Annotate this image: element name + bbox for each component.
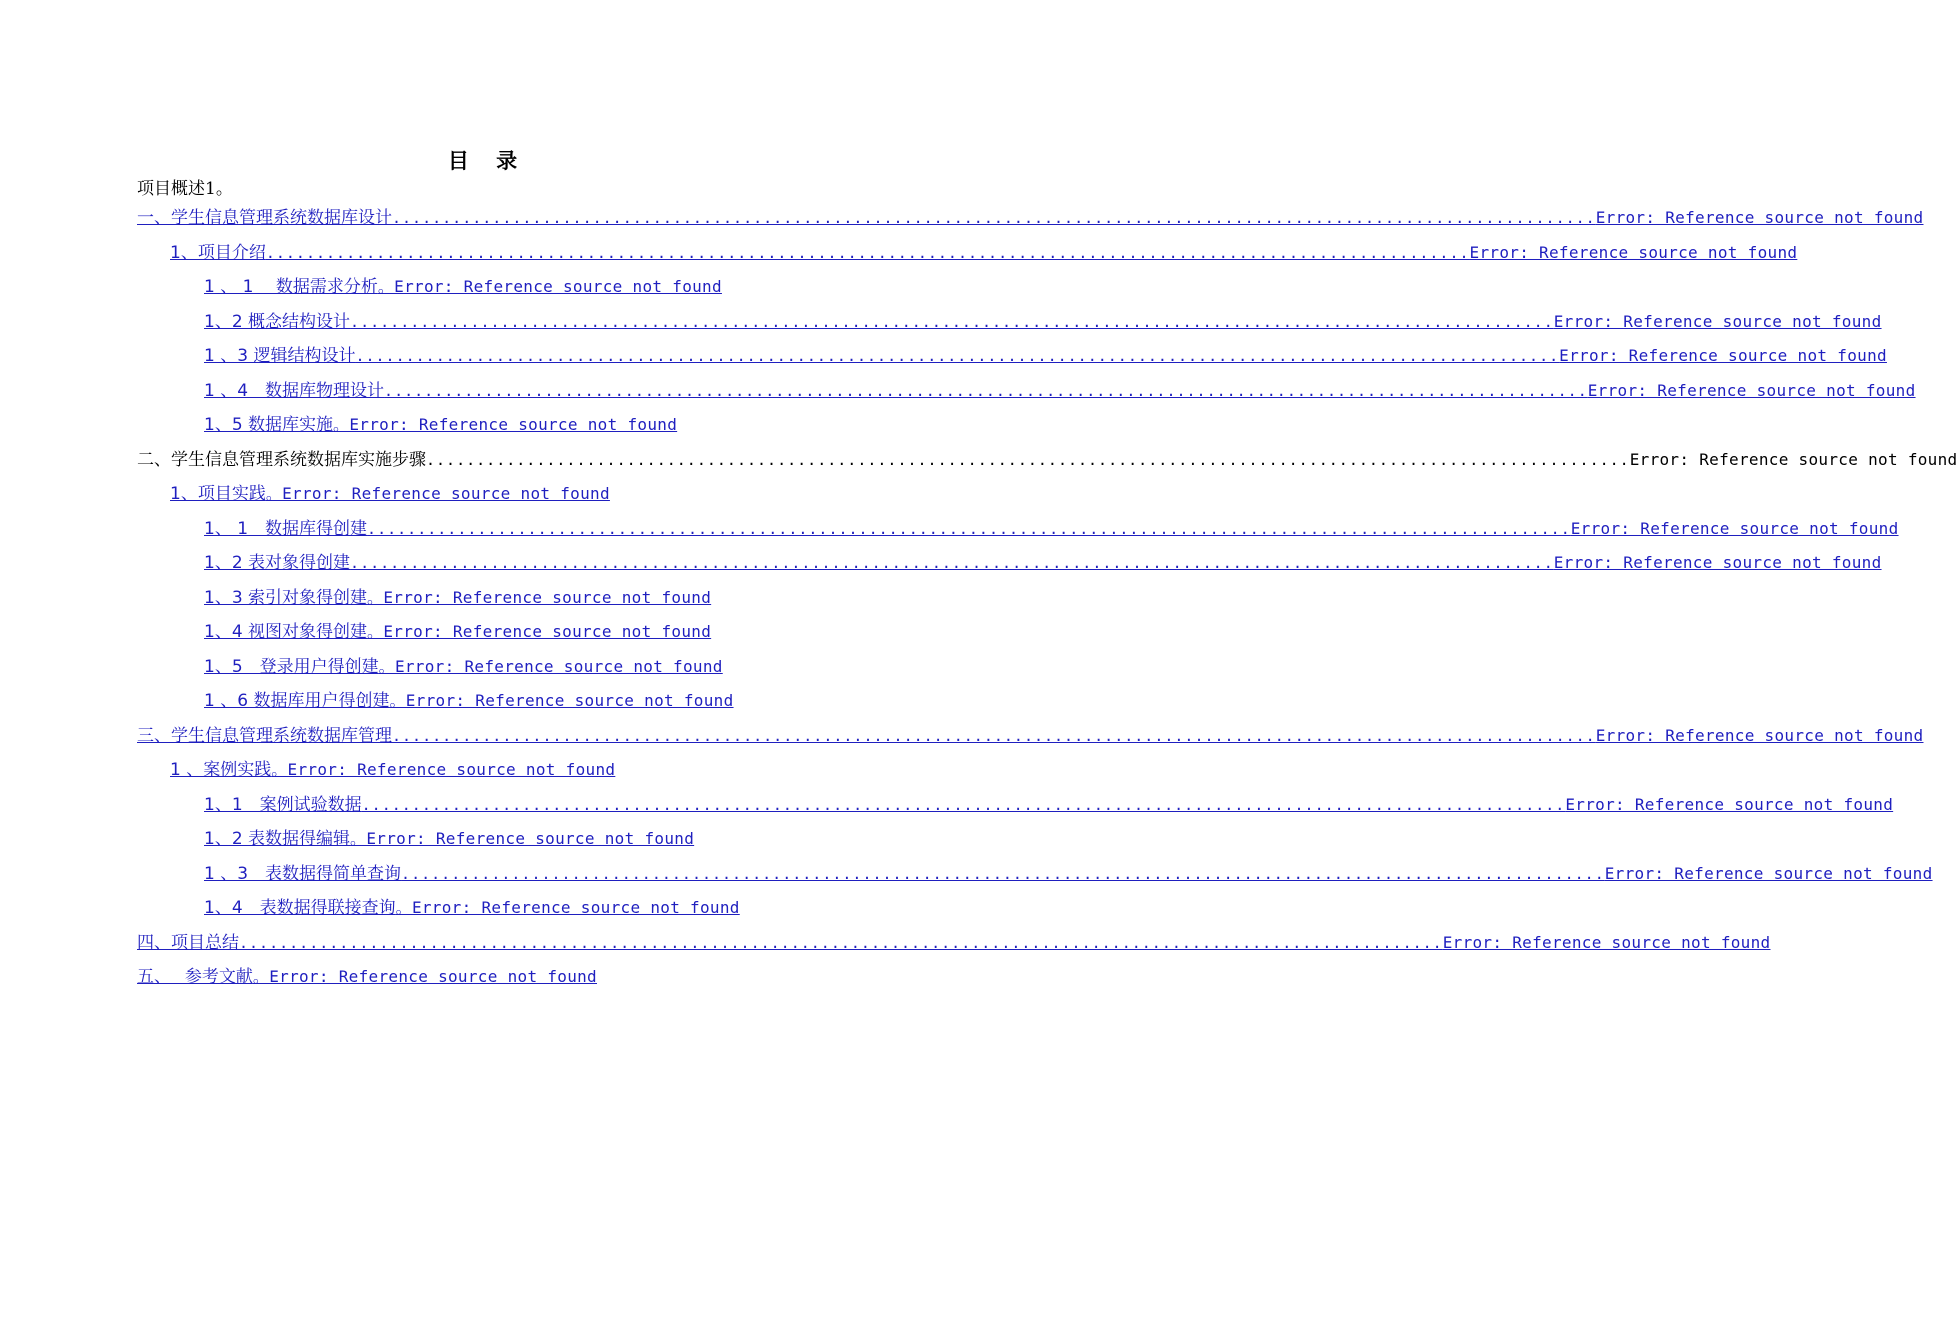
toc-entry-page-ref: 。Error: Reference source not found [333,415,678,434]
toc-entry-page-ref: Error: Reference source not found [1595,725,1924,745]
toc-entry-page-ref: 。Error: Reference source not found [389,691,734,710]
toc-entry-page-ref: 。Error: Reference source not found [350,829,695,848]
toc-leader-dots: ........................................................................................................................ [392,209,1596,227]
toc-entry[interactable] [170,238,1798,266]
toc-leader-dots: ........................................................................................................................ [350,554,1554,572]
toc-entry-page-ref: Error: Reference source not found [1442,932,1771,952]
toc-entry-label: 四、项目总结 [137,932,239,953]
toc-entry-label: 1、4 视图对象得创建 [204,622,368,642]
toc-entry-label: 1、2 表数据得编辑 [204,829,351,849]
toc-entry[interactable] [204,376,1916,404]
toc-leader-dots: ........................................................................................................................ [367,519,1571,538]
toc-entry-page-ref: 。Error: Reference source not found [378,656,723,676]
toc-entry-label: 1、3 索引对象得创建 [204,587,368,608]
toc-entry[interactable] [137,721,1924,749]
toc-entry[interactable] [204,790,1894,818]
toc-entry[interactable] [204,272,722,300]
toc-entry-page-ref: 。Error: Reference source not found [377,277,722,296]
toc-entry-page-ref: Error: Reference source not found [1604,863,1933,883]
toc-entry-label: 1 、 1 数据需求分析 [204,277,378,297]
toc-leader-dots: ........................................................................................................................ [350,312,1554,331]
toc-entry-page-ref: Error: Reference source not found [1595,208,1924,227]
toc-entry [137,445,1958,473]
toc-entry-label: 1 、案例实践 [170,760,272,780]
toc-entry-page-ref: 。Error: Reference source not found [271,760,616,779]
toc-leader-dots: ........................................................................................................................ [384,381,1588,400]
toc-leader-dots: ........................................................................................................................ [426,450,1630,469]
toc-intro: 项目概述1。 [137,179,233,199]
toc-entry[interactable] [204,652,723,680]
toc-entry-page-ref: Error: Reference source not found [1553,553,1882,572]
toc-entry-label: 三、学生信息管理系统数据库管理 [137,725,392,746]
toc-leader-dots: ........................................................................................................................ [355,347,1560,365]
toc-entry-label: 1 、3 表数据得简单查询 [204,863,402,884]
toc-entry-label: 1、项目实践 [170,484,266,504]
toc-entry[interactable] [170,479,610,507]
toc-entry-page-ref: 。Error: Reference source not found [367,622,712,641]
toc-entry[interactable] [170,755,615,783]
toc-entry-page-ref: 。Error: Reference source not found [367,587,712,607]
toc-entry-page-ref: Error: Reference source not found [1565,794,1894,814]
toc-entry[interactable] [204,307,1882,335]
toc-entry[interactable] [204,583,711,611]
toc-entry-page-ref: Error: Reference source not found [1553,311,1882,331]
toc-entry[interactable] [204,514,1899,542]
toc-entry-label: 五、 参考文献 [137,967,253,987]
toc-entry[interactable] [204,410,677,438]
toc-entry[interactable] [137,928,1771,956]
toc-entry-label: 1、1 案例试验数据 [204,794,362,815]
toc-entry-page-ref: Error: Reference source not found [1469,242,1798,262]
toc-entry-label: 二、学生信息管理系统数据库实施步骤 [137,449,426,470]
toc-entry[interactable] [204,824,694,852]
toc-entry[interactable] [137,203,1924,231]
toc-entry-label: 1 、3 逻辑结构设计 [204,346,356,366]
toc-entry-page-ref: 。Error: Reference source not found [265,484,610,503]
toc-entry-label: 1、5 登录用户得创建 [204,656,379,677]
toc-entry-label: 一、学生信息管理系统数据库设计 [137,208,392,228]
toc-entry-label: 1、5 数据库实施 [204,415,334,435]
toc-entry[interactable] [204,341,1887,369]
toc-entry-label: 1 、6 数据库用户得创建 [204,691,390,711]
toc-entry-label: 1 、4 数据库物理设计 [204,380,385,401]
toc-entry-page-ref: Error: Reference source not found [1629,449,1958,469]
toc-leader-dots: ........................................................................................................................ [401,864,1605,883]
toc-leader-dots: ........................................................................................................................ [361,795,1566,814]
toc-entry[interactable] [204,548,1882,576]
toc-leader-dots: ........................................................................................................................ [239,933,1443,952]
toc-entry-page-ref: Error: Reference source not found [1587,380,1916,400]
toc-entry[interactable] [137,962,597,990]
toc-entry-page-ref: 。Error: Reference source not found [395,898,740,917]
toc-entry-label: 1、2 表对象得创建 [204,553,351,573]
toc-leader-dots: ........................................................................................................................ [392,726,1596,745]
toc-entry-page-ref: Error: Reference source not found [1570,518,1899,538]
toc-entry-label: 1、4 表数据得联接查询 [204,898,396,918]
toc-entry-page-ref: Error: Reference source not found [1559,346,1887,365]
toc-entry-label: 1、项目介绍 [170,242,266,263]
toc-leader-dots: ........................................................................................................................ [265,243,1470,262]
toc-entry-label: 1、2 概念结构设计 [204,311,351,332]
toc-entry[interactable] [204,686,734,714]
toc-title: 目 录 [447,148,528,173]
toc-entry-label: 1、 1 数据库得创建 [204,518,368,539]
toc-entry[interactable] [204,893,740,921]
toc-entry-page-ref: 。Error: Reference source not found [252,967,597,986]
toc-entry[interactable] [204,859,1933,887]
toc-entry[interactable] [204,617,711,645]
